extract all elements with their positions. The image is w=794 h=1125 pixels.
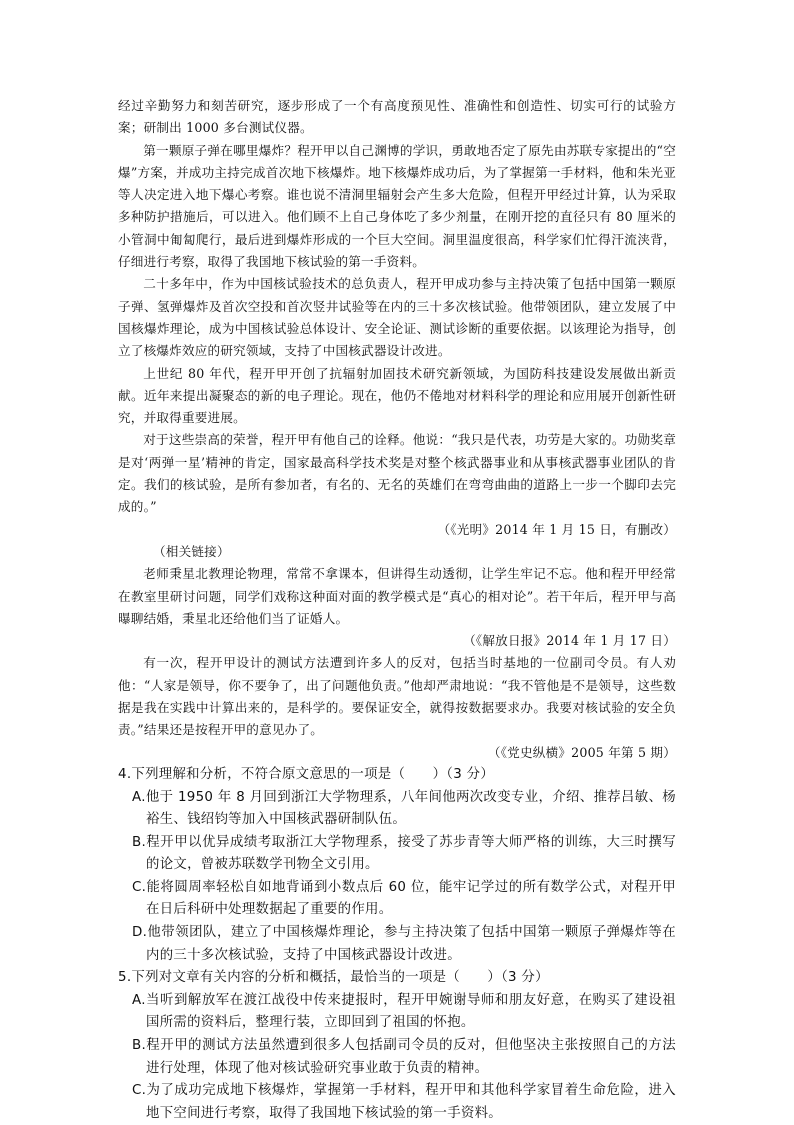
article-paragraph: 上世纪 80 年代，程开甲开创了抗辐射加固技术研究新领域，为国防科技建设发展做出新贡献。近年来提出凝聚态的新的电子理论。现在，他仍不倦地对材料科学的理论和应用展开创新性研究，并取得重要进展。 bbox=[118, 365, 676, 426]
article-body bbox=[118, 95, 676, 764]
option-b: B.程开甲的测试方法虽然遭到很多人包括副司令员的反对，但他坚决主张按照自己的方法进行处理，体现了他对核试验研究事业敢于负责的精神。 bbox=[132, 1038, 676, 1076]
question-4 bbox=[118, 764, 676, 967]
question-stem: 5.下列对文章有关内容的分析和概括，最恰当的一项是（ ）（3 分） bbox=[118, 970, 549, 986]
related-link-source: （《党史纵横》2005 年第 5 期） bbox=[487, 744, 676, 760]
option-d: D.他带领团队，建立了中国核爆炸理论，参与主持决策了包括中国第一颗原子弹爆炸等在内的三十多次核试验，支持了中国核武器设计改进。 bbox=[132, 925, 676, 963]
article-paragraph: 第一颗原子弹在哪里爆炸？程开甲以自己渊博的学识，勇敢地否定了原先由苏联专家提出的“空爆”方案，并成功主持完成首次地下核爆炸。地下核爆炸成功后，为了掌握第一手材料，他和朱光亚等人决定进入地下爆心考察。谁也说不清洞里辐射会产生多大危险，但程开甲经过计算，认为采取多种防护措施后，可以进入。他们顾不上自己身体吃了多少剂量，在刚开挖的直径只有 80 厘米的小管洞中匍匐爬行，最后进到爆炸形成的一个巨大空间。洞里温度很高，科学家们忙得汗流浃背，仔细进行考察，取得了我国地下核试验的第一手资料。 bbox=[118, 142, 676, 270]
question-stem: 4.下列理解和分析，不符合原文意思的一项是（ ）（3 分） bbox=[118, 766, 495, 782]
related-link-paragraph: 老师秉星北教理论物理，常常不拿课本，但讲得生动透彻，让学生牢记不忘。他和程开甲经常在教室里研讨问题，同学们戏称这种面对面的教学模式是“真心的相对论”。若干年后，程开甲与高曝聊结婚，秉星北还给他们当了证婚人。 bbox=[118, 566, 676, 626]
related-link-source: （《解放日报》2014 年 1 月 17 日） bbox=[463, 633, 676, 649]
option-a: A.当听到解放军在渡江战役中传来捷报时，程开甲婉谢导师和朋友好意，在购买了建设祖国所需的资料后，整理行装，立即回到了祖国的怀抱。 bbox=[132, 992, 676, 1031]
article-paragraph: 二十多年中，作为中国核试验技术的总负责人，程开甲成功参与主持决策了包括中国第一颗原子弹、氢弹爆炸及首次空投和首次竖井试验等在内的三十多次核试验。他带领团队，建立发展了中国核爆炸理论，成为中国核试验总体设计、安全论证、测试诊断的重要依据。以该理论为指导，创立了核爆炸效应的研究领域，支持了中国核武器设计改进。 bbox=[118, 276, 676, 359]
option-c: C.为了成功完成地下核爆炸，掌握第一手材料，程开甲和其他科学家冒着生命危险，进入地下空间进行考察，取得了我国地下核试验的第一手资料。 bbox=[132, 1083, 676, 1121]
option-b: B.程开甲以优异成绩考取浙江大学物理系，接受了苏步青等大师严格的训练，大三时撰写的论文，曾被苏联数学刊物全文引用。 bbox=[132, 834, 676, 873]
article-source: （《光明》2014 年 1 月 15 日，有删改） bbox=[437, 521, 676, 537]
related-link-paragraph: 有一次，程开甲设计的测试方法遭到许多人的反对，包括当时基地的一位副司令员。有人劝他：“人家是领导，你不要争了，出了问题他负责。”他却严肃地说：“我不管他是不是领导，这些数据是我在实践中计算出来的，是科学的。要保证安全，就得按数据要求办。我要对核试验的安全负责。”结果还是按程开甲的意见办了。 bbox=[118, 655, 676, 738]
question-5 bbox=[118, 967, 676, 1125]
article-paragraph: 经过辛勤努力和刻苦研究，逐步形成了一个有高度预见性、准确性和创造性、切实可行的试验方案；研制出 1000 多台测试仪器。 bbox=[118, 98, 676, 136]
questions-section bbox=[118, 764, 676, 1125]
option-a: A.他于 1950 年 8 月回到浙江大学物理系，八年间他两次改变专业，介绍、推荐吕敏、杨裕生、钱绍钧等加入中国核武器研制队伍。 bbox=[132, 789, 676, 828]
option-c: C.能将圆周率轻松自如地背诵到小数点后 60 位，能牢记学过的所有数学公式，对程开甲在日后科研中处理数据起了重要的作用。 bbox=[132, 879, 676, 918]
article-paragraph: 对于这些崇高的荣誉，程开甲有他自己的诠释。他说：“我只是代表，功劳是大家的。功勋奖章是对‘两弹一星’精神的肯定，国家最高科学技术奖是对整个核武器事业和从事核武器事业团队的肯定。我们的核试验，是所有参加者，有名的、无名的英雄们在弯弯曲曲的道路上一步一个脚印去完成的。” bbox=[118, 432, 676, 515]
document-page bbox=[118, 95, 676, 1125]
related-links-heading: （相关链接） bbox=[153, 543, 230, 559]
